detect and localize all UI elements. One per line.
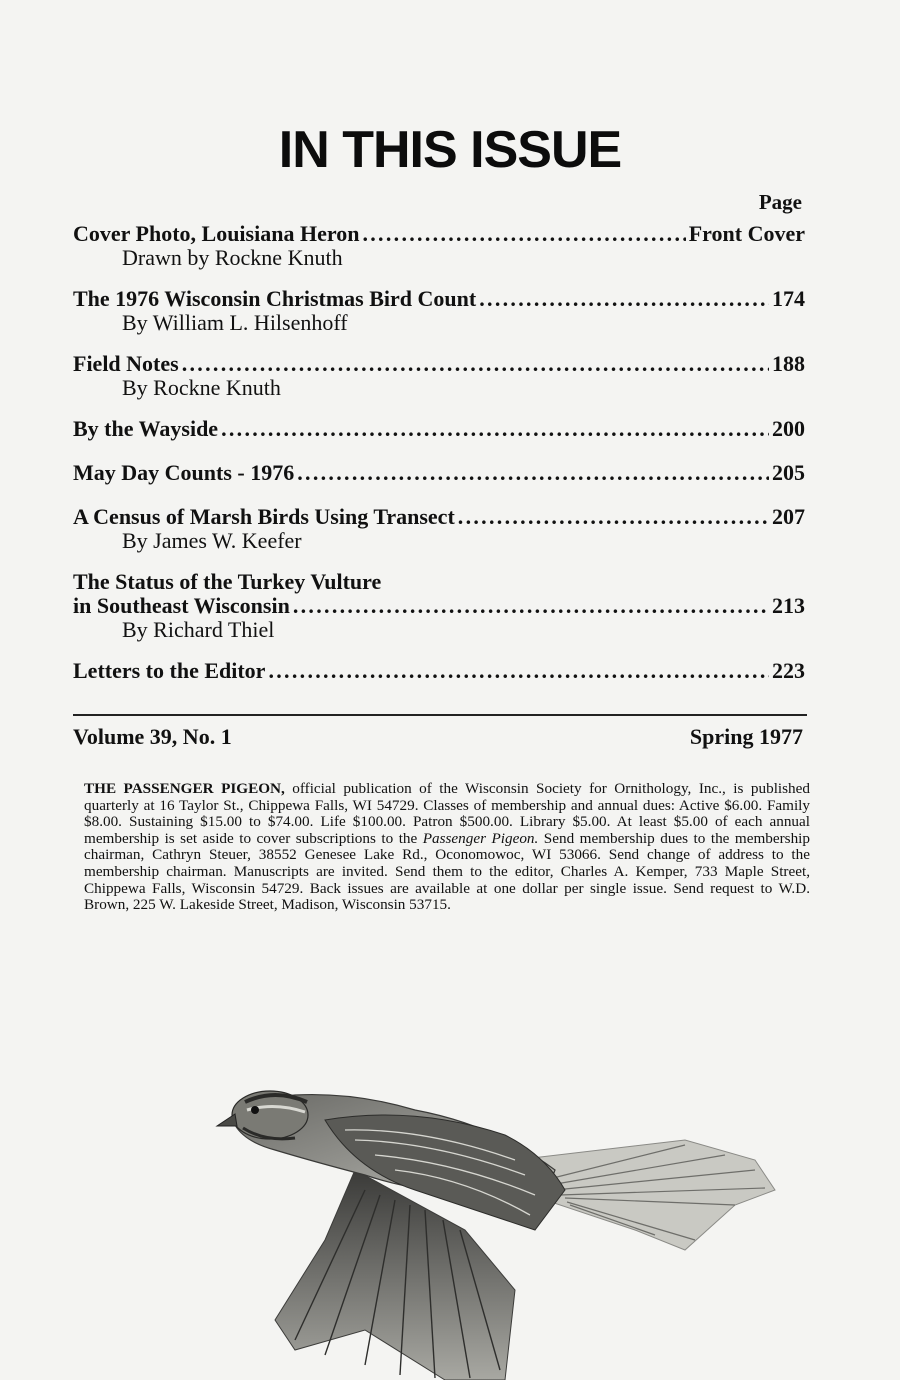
dot-leader: [221, 417, 769, 441]
masthead-text: official publication of the Wisconsin Society for Ornithology, Inc., is published quarterly at 16 Taylor St., Chippewa Falls, WI 54729. Classes of membership and annual dues: Active $6.00. Family $8.00. Sustaining $15.00 to $74.00. Life $100.00. Patron $500.00. Library $5.00. At least $5.00 of each annual membership is set aside to cover subscriptions to the: [84, 780, 810, 847]
toc-entry-page: 207: [772, 504, 805, 529]
toc-entry-page: 174: [772, 286, 805, 311]
toc-entry-letters-to-editor[interactable]: [73, 659, 805, 683]
toc-entry-page: 223: [772, 658, 805, 683]
toc-entry-title: The 1976 Wisconsin Christmas Bird Count: [73, 286, 477, 311]
dot-leader: [293, 594, 769, 618]
issue-season: Spring 1977: [689, 724, 803, 749]
toc-entry-page: 200: [772, 416, 805, 441]
publication-name: THE PASSENGER PIGEON,: [84, 780, 285, 797]
toc-entry-christmas-bird-count[interactable]: [73, 287, 805, 335]
issue-info: [73, 724, 803, 750]
toc-entry-page: 205: [772, 460, 805, 485]
toc-entry-title: A Census of Marsh Birds Using Transect: [73, 504, 455, 529]
dot-leader: [297, 461, 769, 485]
toc-entry-title: Cover Photo, Louisiana Heron: [73, 221, 360, 246]
toc-entry-title: By the Wayside: [73, 416, 219, 441]
toc-entry-title: May Day Counts - 1976: [73, 460, 295, 485]
toc-entry-page: Front Cover: [688, 221, 805, 246]
toc-entry-may-day-counts[interactable]: [73, 461, 805, 485]
toc-entry-page: 188: [772, 351, 805, 376]
dot-leader: [362, 222, 685, 246]
toc-entry-title: in Southeast Wisconsin: [73, 593, 290, 618]
toc-entry-title: Field Notes: [73, 351, 179, 376]
toc-entry-field-notes[interactable]: [73, 352, 805, 400]
masthead-paragraph: [84, 781, 810, 914]
toc-entry-author: By James W. Keefer: [122, 528, 302, 553]
masthead-text-2: Send membership dues to the membership chairman, Cathryn Steuer, 38552 Genesee Lake Rd., Oconomowoc, WI 53066. Send change of address to the membership chairman. Manuscripts are invited. Send them to the editor, Charles A. Kemper, 733 Maple Street, Chippewa Falls, Wisconsin 54729. Back issues are available at one dollar per single issue. Send request to W.D. Brown, 225 W. Lakeside Street, Madison, Wisconsin 53715.: [84, 829, 810, 914]
toc-entry-author: By Richard Thiel: [122, 617, 275, 642]
toc-entry-cover-photo[interactable]: [73, 222, 805, 270]
publication-name-italic: Passenger Pigeon.: [422, 829, 539, 847]
toc-entry-turkey-vulture[interactable]: [73, 570, 805, 642]
toc-entry-author: By Rockne Knuth: [122, 375, 281, 400]
toc-entry-author: By William L. Hilsenhoff: [122, 310, 348, 335]
bird-illustration: [215, 1080, 815, 1380]
toc-entry-title-line1: The Status of the Turkey Vulture: [73, 569, 382, 594]
table-of-contents: [73, 222, 805, 700]
dot-leader: [182, 352, 769, 376]
toc-entry-title: Letters to the Editor: [73, 658, 266, 683]
volume-number: Volume 39, No. 1: [73, 724, 232, 749]
page-title: IN THIS ISSUE: [278, 121, 622, 179]
toc-entry-by-the-wayside[interactable]: [73, 417, 805, 441]
dot-leader: [268, 659, 769, 683]
page-column-header: Page: [758, 190, 802, 214]
divider: [73, 714, 807, 716]
toc-entry-author: Drawn by Rockne Knuth: [122, 245, 343, 270]
dot-leader: [458, 505, 769, 529]
toc-entry-page: 213: [772, 593, 805, 618]
dot-leader: [479, 287, 769, 311]
toc-entry-marsh-birds-census[interactable]: [73, 505, 805, 553]
